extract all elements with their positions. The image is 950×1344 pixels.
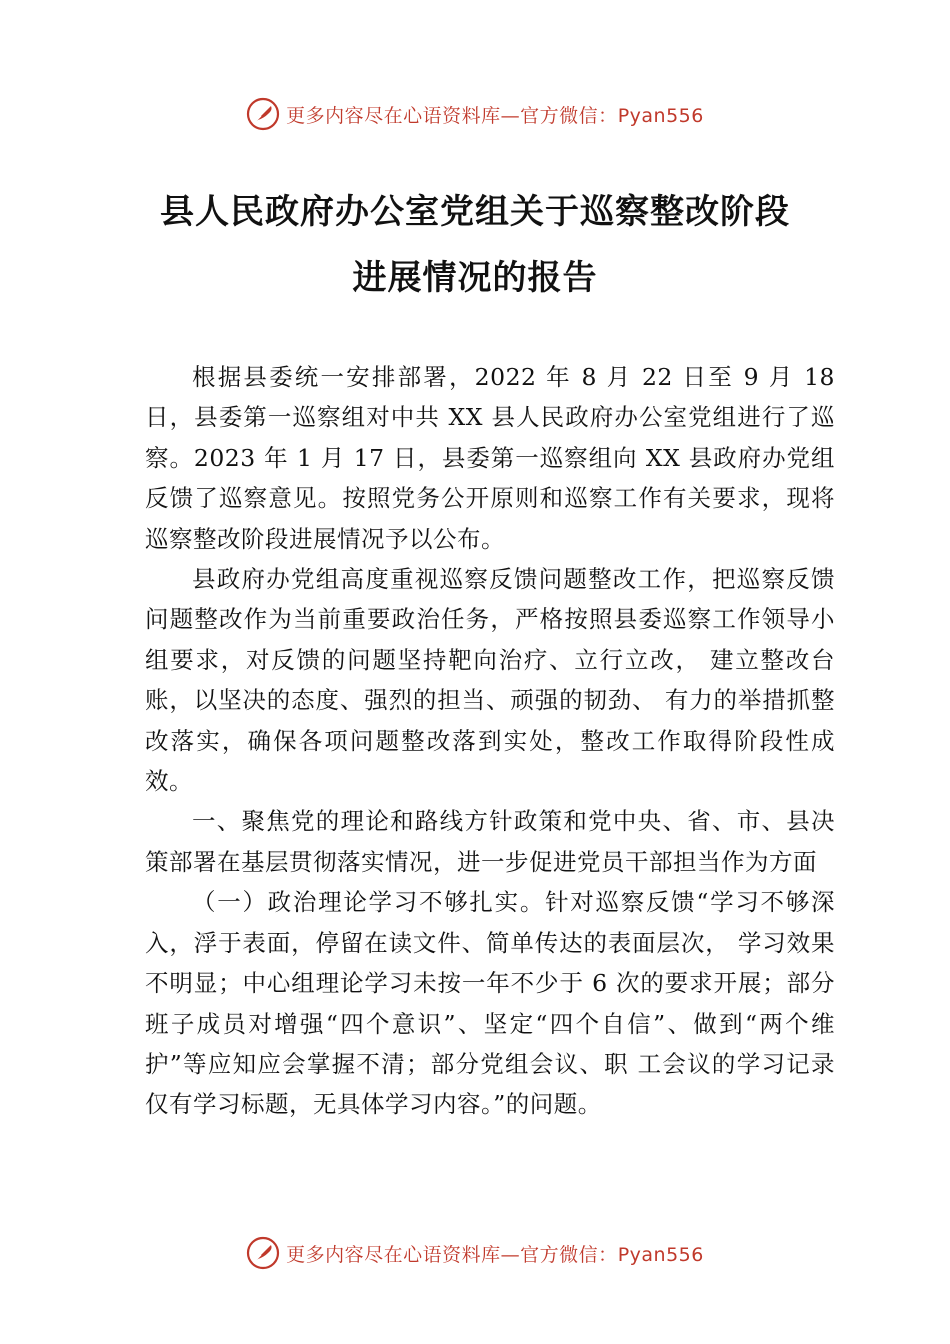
banner-wechat-label: 官方微信： (520, 104, 618, 127)
banner-wechat-label: 官方微信： (520, 1243, 618, 1266)
section-heading-1: 一、聚焦党的理论和路线方针政策和党中央、省、市、县决策部署在基层贯彻落实情况，进一步促进党员干部担当作为方面 (145, 807, 835, 876)
banner-text (286, 101, 704, 128)
quill-logo-icon (246, 1236, 280, 1270)
body-paragraph-3: （一）政治理论学习不够扎实。针对巡察反馈“学习不够深入，浮于表面，停留在读文件、简单传达的表面层次， 学习效果不明显；中心组理论学习未按一年不少于 6 次的要求开展；部分班子成员对增强“四个意识”、坚定“四个自信”、做到“两个维护”等应知应会掌握不清；部分党组会议、职 工会议的学习记录仅有学习标题，无具体学习内容。”的问题。 (145, 888, 835, 1119)
body-paragraph-1: 根据县委统一安排部署，2022 年 8 月 22 日至 9 月 18 日，县委第一巡察组对中共 XX 县人民政府办公室党组进行了巡察。2023 年 1 月 17 日，县委第一巡察组向 XX 县政府办党组反馈了巡察意见。按照党务公开原则和巡察工作有关要求，现将巡察整改阶段进展情况予以公布。 (145, 363, 835, 553)
document-title-line2: 进展情况的报告 (352, 258, 598, 298)
footer-banner (0, 1233, 950, 1273)
banner-wechat-id: Pyan556 (617, 104, 704, 127)
banner-main-text: 更多内容尽在心语资料库 (286, 104, 501, 127)
banner-separator: — (500, 104, 521, 127)
body-paragraph-2: 县政府办党组高度重视巡察反馈问题整改工作，把巡察反馈问题整改作为当前重要政治任务，严格按照县委巡察工作领导小组要求，对反馈的问题坚持靶向治疗、立行立改， 建立整改台账，以坚决的态度、强烈的担当、顽强的韧劲、 有力的举措抓整改落实，确保各项问题整改落到实处，整改工作取得阶段性成效。 (145, 565, 835, 796)
banner-separator: — (500, 1243, 521, 1266)
quill-logo-icon (246, 97, 280, 131)
banner-main-text: 更多内容尽在心语资料库 (286, 1243, 501, 1266)
banner-wechat-id: Pyan556 (617, 1243, 704, 1266)
header-banner (0, 94, 950, 134)
document-body (145, 357, 835, 1125)
document-title-line1: 县人民政府办公室党组关于巡察整改阶段 (160, 192, 790, 232)
banner-text (286, 1240, 704, 1267)
